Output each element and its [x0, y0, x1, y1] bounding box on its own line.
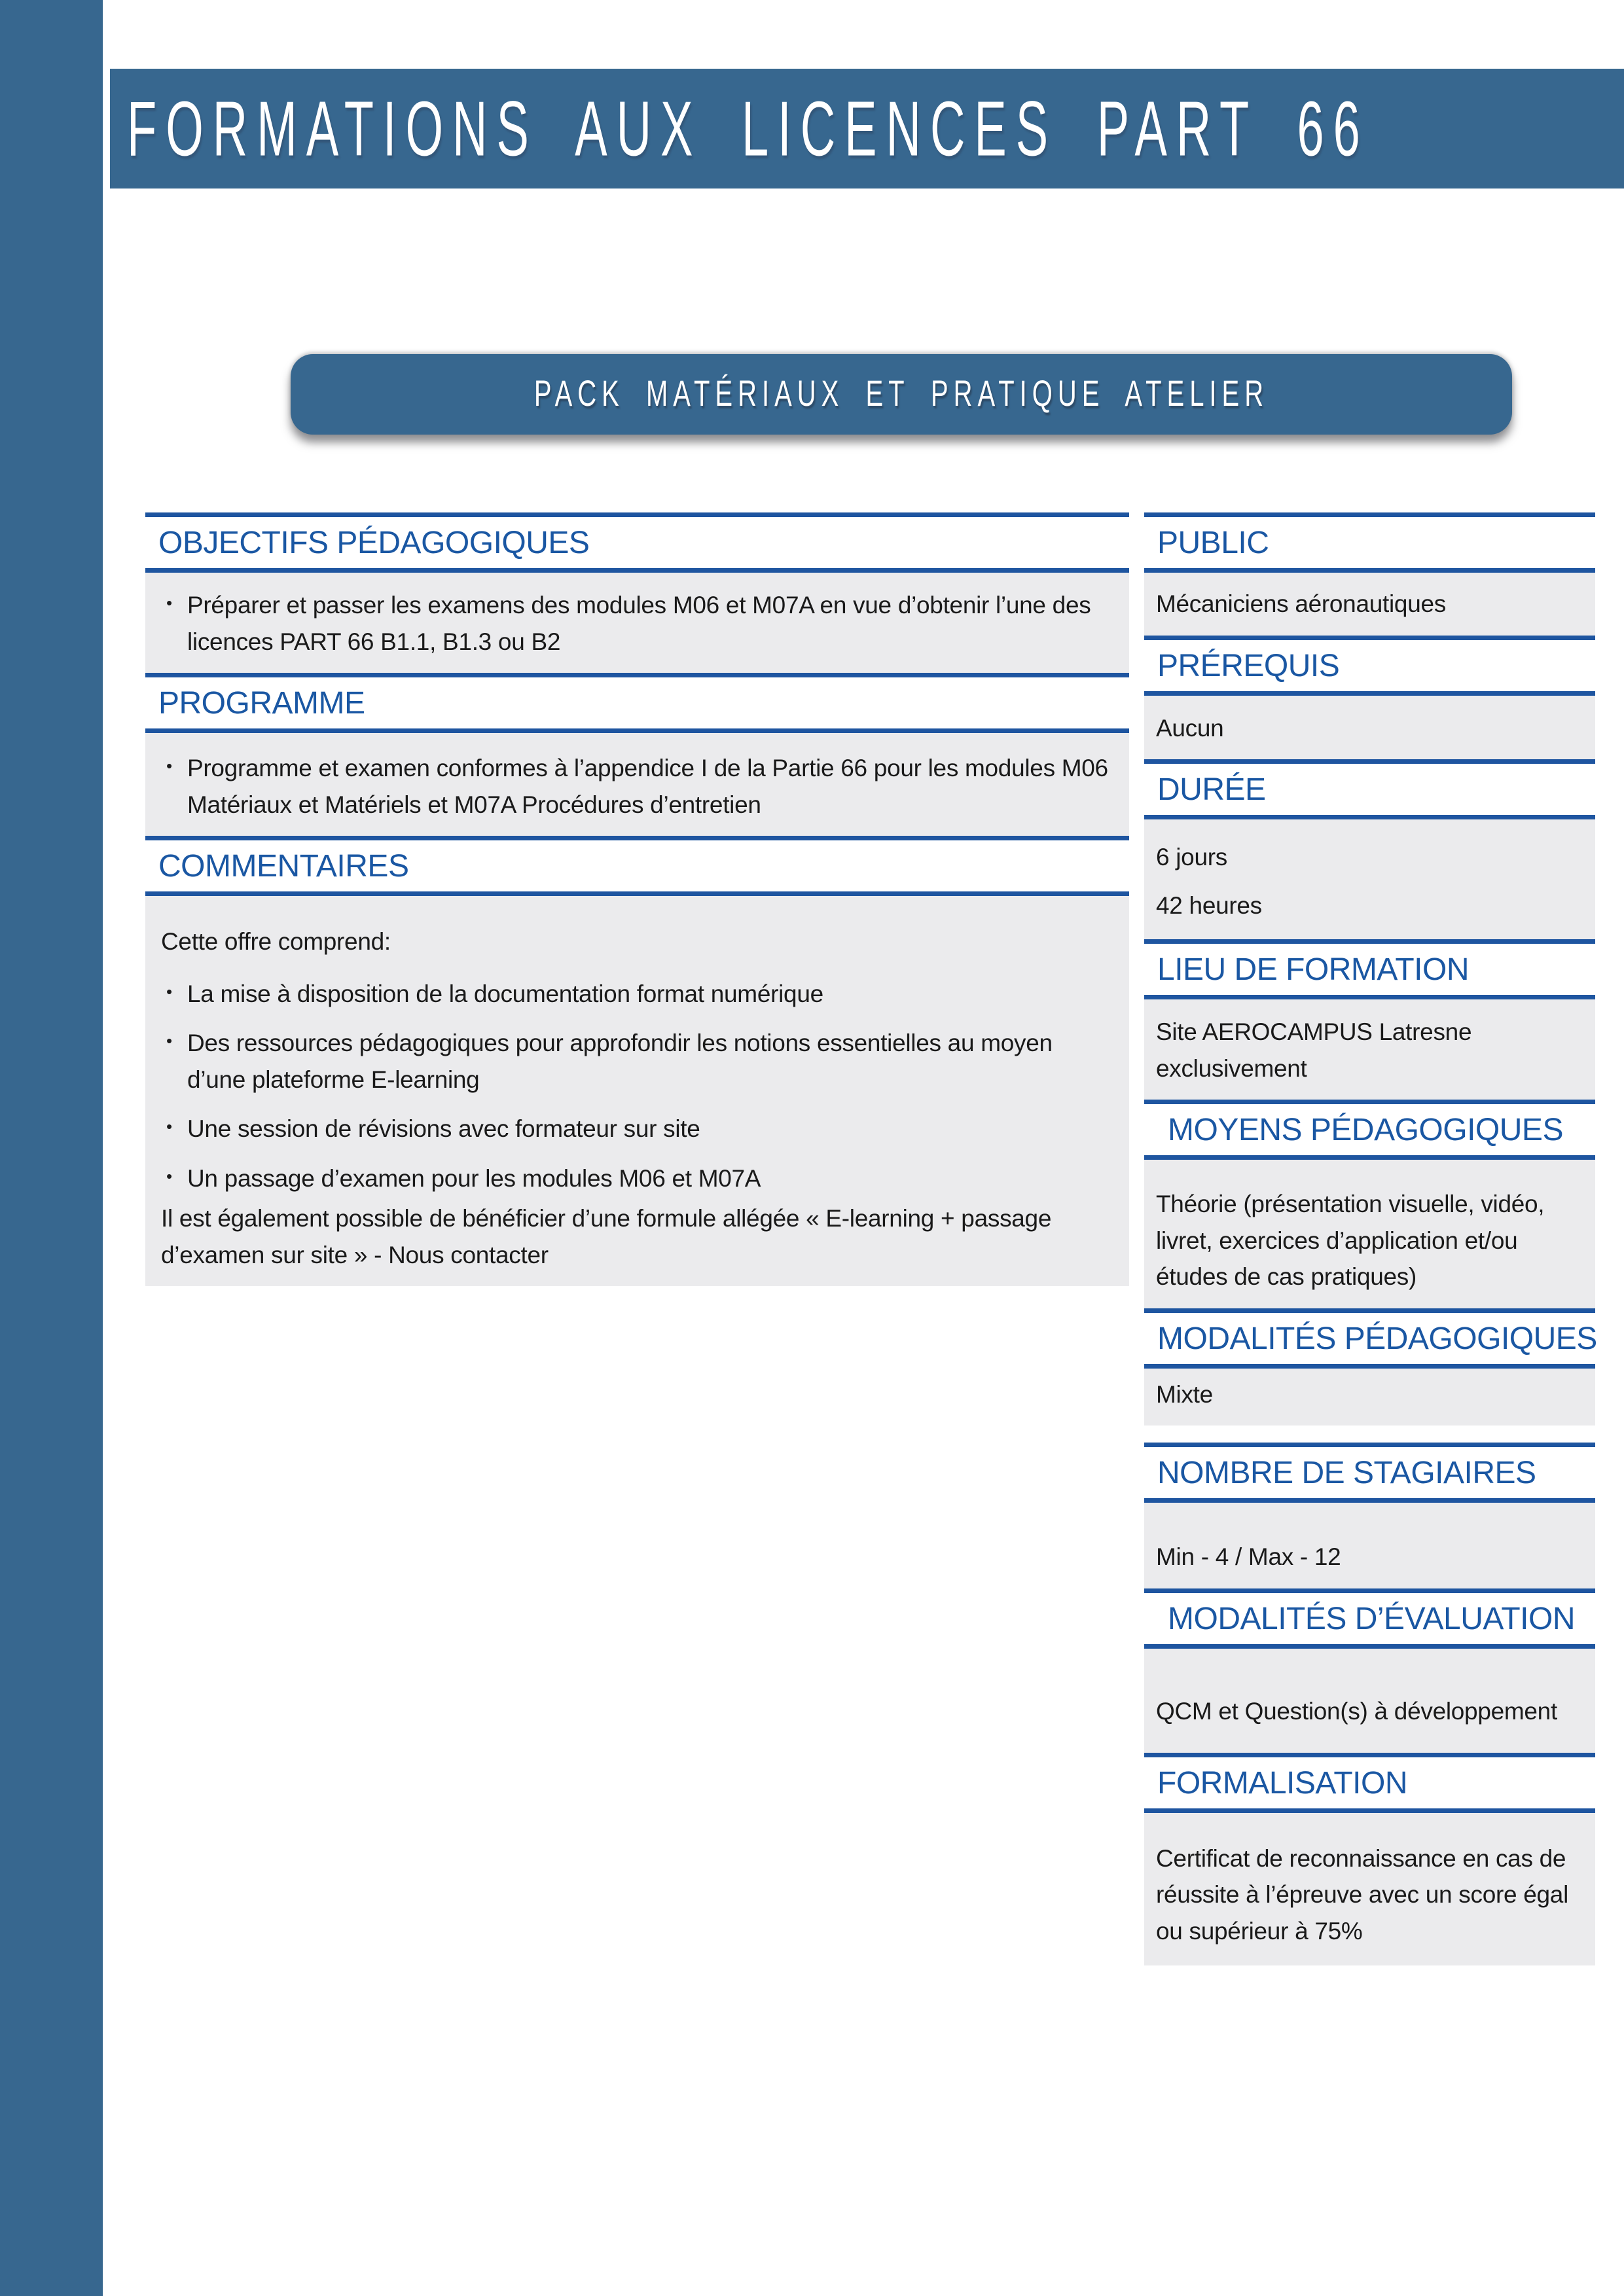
- left-column: [145, 512, 1129, 1286]
- bullet-dot-icon: •: [166, 1031, 172, 1050]
- section-heading: PRÉREQUIS: [1157, 648, 1340, 683]
- section-body: [1144, 1364, 1595, 1426]
- section-line-text: Mixte: [1156, 1380, 1213, 1408]
- section-line-text: QCM et Question(s) à développement: [1156, 1697, 1557, 1725]
- section-heading: MODALITÉS D’ÉVALUATION: [1168, 1601, 1575, 1636]
- section-heading: MODALITÉS PÉDAGOGIQUES: [1157, 1321, 1597, 1356]
- bullet-item: [161, 1111, 1112, 1147]
- section-heading: NOMBRE DE STAGIAIRES: [1157, 1456, 1536, 1490]
- bullet-dot-icon: •: [166, 981, 172, 1001]
- section-rule: [1144, 636, 1595, 640]
- section-body: [1144, 1155, 1595, 1308]
- section-line-text: 6 jours: [1156, 844, 1227, 870]
- bullet-text: La mise à disposition de la documentation format numérique: [187, 980, 823, 1007]
- section-rule: [1144, 512, 1595, 517]
- bullet-item: [161, 1160, 1112, 1197]
- section-line-text: Aucun: [1156, 714, 1224, 742]
- header-band: [110, 69, 1624, 188]
- section-heading: MOYENS PÉDAGOGIQUES: [1168, 1113, 1563, 1147]
- section-rule: [1144, 759, 1595, 764]
- section-body: [1144, 1498, 1595, 1588]
- section-body: [1144, 568, 1595, 636]
- section-rule: [1144, 939, 1595, 944]
- bullet-item: [161, 750, 1112, 823]
- section-line-text: Théorie (présentation visuelle, vidéo, livret, exercices d’application et/ou études de cas pratiques): [1156, 1191, 1545, 1290]
- bullet-text: Préparer et passer les examens des modules M06 et M07A en vue d’obtenir l’une des licences PART 66 B1.1, B1.3 ou B2: [187, 592, 1091, 655]
- section-line-text: 42 heures: [1156, 891, 1262, 919]
- bullet-dot-icon: •: [166, 1117, 172, 1136]
- section-heading: PROGRAMME: [158, 686, 365, 721]
- bullet-dot-icon: •: [166, 756, 172, 776]
- section-rule: [1144, 1100, 1595, 1104]
- bullet-dot-icon: •: [166, 1166, 172, 1186]
- bullet-text: Des ressources pédagogiques pour approfondir les notions essentielles au moyen d’une plateforme E-learning: [187, 1030, 1053, 1093]
- section-rule: [145, 673, 1129, 677]
- section-line-text: Site AEROCAMPUS Latresne exclusivement: [1156, 1018, 1472, 1082]
- bullet-text: Un passage d’examen pour les modules M06 et M07A: [187, 1164, 761, 1192]
- section-heading: PUBLIC: [1157, 526, 1269, 560]
- section-rule: [1144, 1588, 1595, 1593]
- section-rule: [1144, 1443, 1595, 1447]
- bullet-dot-icon: •: [166, 593, 172, 613]
- section-body: [145, 568, 1129, 673]
- section-heading: COMMENTAIRES: [158, 849, 409, 884]
- section-line-text: Certificat de reconnaissance en cas de réussite à l’épreuve avec un score égal ou supérieur à 75%: [1156, 1844, 1569, 1945]
- bullet-item: [161, 1025, 1112, 1098]
- section-intro-text: Cette offre comprend:: [161, 928, 391, 955]
- course-banner: [291, 354, 1512, 435]
- section-rule: [1144, 1753, 1595, 1757]
- course-banner-title: PACK MATÉRIAUX ET PRATIQUE ATELIER: [533, 374, 1269, 414]
- page-title: FORMATIONS AUX LICENCES PART 66: [127, 85, 1369, 172]
- section-body: [145, 891, 1129, 1286]
- bullet-text: Une session de révisions avec formateur sur site: [187, 1115, 700, 1142]
- section-body: [1144, 1808, 1595, 1965]
- left-accent-stripe: [0, 0, 103, 2296]
- section-heading: DURÉE: [1157, 772, 1266, 807]
- section-body: [1144, 995, 1595, 1100]
- section-line-text: Mécaniciens aéronautiques: [1156, 590, 1446, 617]
- section-body: [1144, 1644, 1595, 1753]
- section-heading: OBJECTIFS PÉDAGOGIQUES: [158, 526, 590, 560]
- section-heading: FORMALISATION: [1157, 1765, 1407, 1801]
- section-heading: LIEU DE FORMATION: [1157, 952, 1469, 987]
- right-column: [1144, 512, 1595, 1965]
- section-body: [1144, 691, 1595, 760]
- section-body: [1144, 815, 1595, 939]
- bullet-item: [161, 976, 1112, 1013]
- bullet-item: [161, 587, 1112, 660]
- section-rule: [145, 512, 1129, 517]
- section-rule: [145, 836, 1129, 840]
- bullet-text: Programme et examen conformes à l’appendice I de la Partie 66 pour les modules M06 Matériaux et Matériels et M07A Procédures d’entretien: [187, 755, 1108, 818]
- section-outro-text: Il est également possible de bénéficier d’une formule allégée « E-learning + passage d’examen sur site » - Nous contacter: [161, 1205, 1052, 1268]
- section-line-text: Min - 4 / Max - 12: [1156, 1543, 1341, 1570]
- section-rule: [1144, 1308, 1595, 1313]
- section-body: [145, 728, 1129, 836]
